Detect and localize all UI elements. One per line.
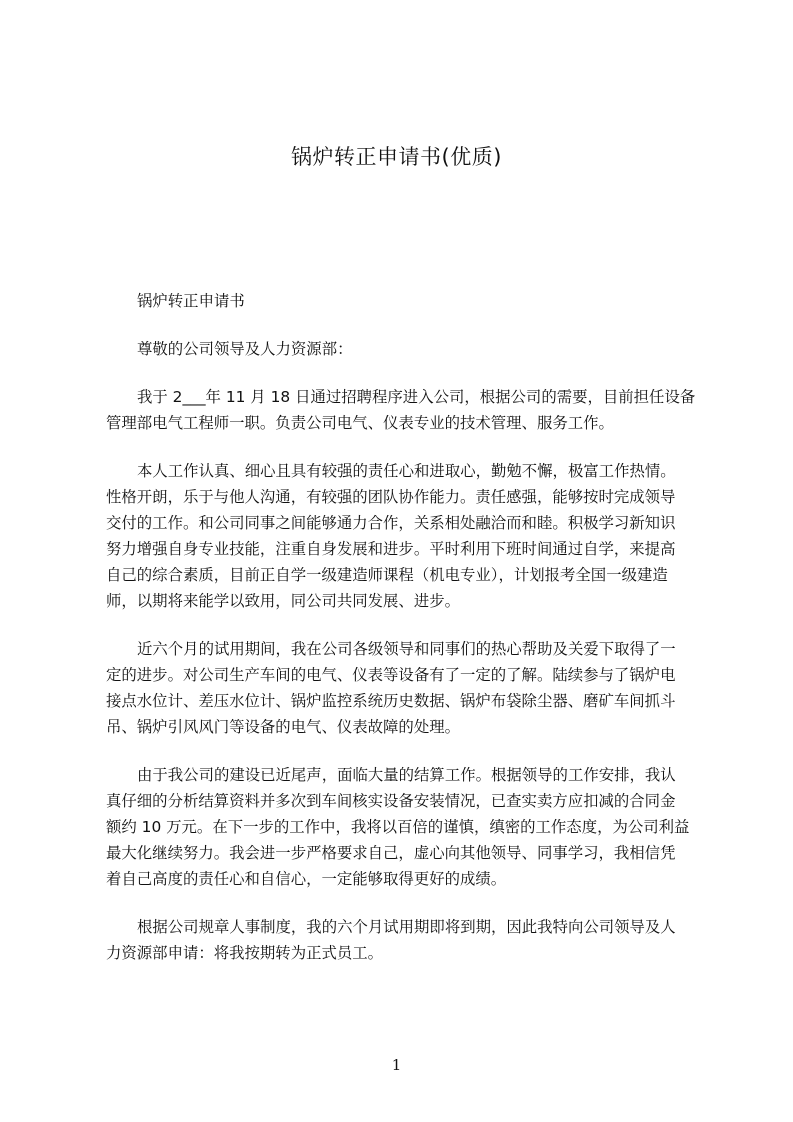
paragraph-introduction <box>106 384 699 436</box>
page-number: 1 <box>391 1056 402 1074</box>
paragraph-request <box>106 914 699 966</box>
paragraph-probation-progress <box>106 636 699 740</box>
document-body <box>106 288 699 988</box>
paragraph-line: 着自己高度的责任心和自信心，一定能够取得更好的成绩。 <box>106 870 507 888</box>
paragraph-line: 交付的工作。和公司同事之间能够通力合作，关系相处融洽而和睦。积极学习新知识 <box>106 514 676 532</box>
paragraph-settlement-work <box>106 762 699 892</box>
paragraph-line: 额约 10 万元。在下一步的工作中，我将以百倍的谨慎，缜密的工作态度，为公司利益 <box>106 818 690 836</box>
paragraph-line: 性格开朗，乐于与他人沟通，有较强的团队协作能力。责任感强，能够按时完成领导 <box>106 488 676 506</box>
paragraph-line: 由于我公司的建设已近尾声，面临大量的结算工作。根据领导的工作安排，我认 <box>137 766 676 784</box>
paragraph-self-assessment <box>106 458 699 614</box>
paragraph-line: 我于 2___年 11 月 18 日通过招聘程序进入公司，根据公司的需要，目前担任设备 <box>137 388 696 406</box>
salutation-paragraph <box>106 336 699 362</box>
paragraph-line: 定的进步。对公司生产车间的电气、仪表等设备有了一定的了解。陆续参与了锅炉电 <box>106 666 676 684</box>
document-title: 锅炉转正申请书(优质) <box>291 145 502 169</box>
paragraph-line: 自己的综合素质，目前正自学一级建造师课程（机电专业），计划报考全国一级建造 <box>106 566 668 584</box>
paragraph-line: 师，以期将来能学以致用，同公司共同发展、进步。 <box>106 592 460 610</box>
paragraph-line: 努力增强自身专业技能，注重自身发展和进步。平时利用下班时间通过自学，来提高 <box>106 540 676 558</box>
paragraph-line: 最大化继续努力。我会进一步严格要求自己，虚心向其他领导、同事学习，我相信凭 <box>106 844 676 862</box>
paragraph-line: 本人工作认真、细心且具有较强的责任心和进取心，勤勉不懈，极富工作热情。 <box>137 462 676 480</box>
paragraph-line: 真仔细的分析结算资料并多次到车间核实设备安装情况，已查实卖方应扣减的合同金 <box>106 792 676 810</box>
paragraph-line: 吊、锅炉引风风门等设备的电气、仪表故障的处理。 <box>106 718 460 736</box>
heading-paragraph <box>106 288 699 314</box>
paragraph-line: 近六个月的试用期间，我在公司各级领导和同事们的热心帮助及关爱下取得了一 <box>137 640 676 658</box>
paragraph-line: 力资源部申请：将我按期转为正式员工。 <box>106 944 384 962</box>
paragraph-line: 根据公司规章人事制度，我的六个月试用期即将到期，因此我特向公司领导及人 <box>137 918 676 936</box>
paragraph-line: 接点水位计、差压水位计、锅炉监控系统历史数据、锅炉布袋除尘器、磨矿车间抓斗 <box>106 692 676 710</box>
salutation: 尊敬的公司领导及人力资源部： <box>137 340 353 358</box>
paragraph-line: 管理部电气工程师一职。负责公司电气、仪表专业的技术管理、服务工作。 <box>106 414 614 432</box>
body-heading: 锅炉转正申请书 <box>137 292 245 310</box>
